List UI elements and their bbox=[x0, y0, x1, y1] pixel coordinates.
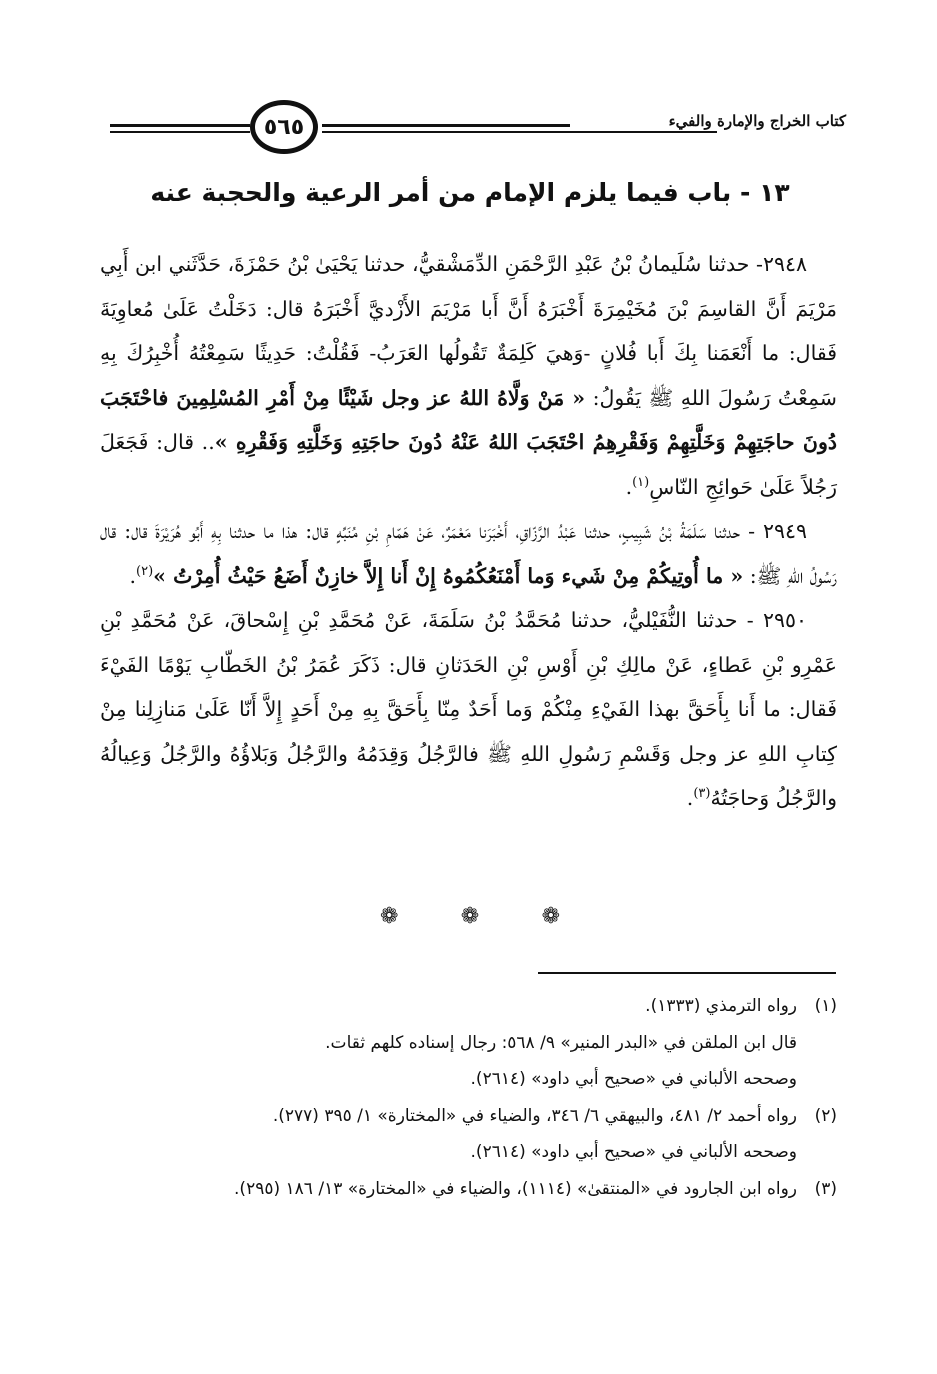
footnote-2 bbox=[100, 1098, 837, 1171]
hadith-2948 bbox=[100, 242, 837, 509]
chapter-title: ١٣ - باب فيما يلزم الإمام من أمر الرعية والحجبة عنه bbox=[150, 178, 790, 207]
hadith-2949 bbox=[100, 509, 837, 598]
hadith-end: . bbox=[625, 474, 633, 499]
footnote-number: (٢) bbox=[814, 1105, 837, 1126]
footnote-number: (٣) bbox=[814, 1178, 837, 1199]
footnote-line: قال ابن الملقن في «البدر المنير» ٩/ ٥٦٨: رجال إسناده كلهم ثقات. bbox=[325, 1032, 797, 1053]
footnote-ref[interactable]: (٣) bbox=[693, 786, 711, 802]
page-number: ٥٦٥ bbox=[250, 100, 318, 154]
hadith-tail: .. قال: فَجَعَلَ رَجُلاً عَلَىٰ حَوائِجِ النّاسِ bbox=[100, 430, 837, 499]
hadith-end: . bbox=[686, 786, 694, 810]
footnote-ref[interactable]: (١) bbox=[632, 474, 650, 490]
hadith-quote: « مَنْ وَلَّاهُ اللهُ عز وجل شَيْئًا مِنْ أَمْرِ المُسْلِمِينَ فاحْتَجَبَ دُونَ حاجَتِهِمْ وَخَلَّتِهِمْ وَفَقْرِهِمُ احْتَجَبَ اللهُ عَنْهُ دُونَ حاجَتِهِ وَخَلَّتِهِ وَفَقْرِهِ » bbox=[100, 385, 837, 454]
header-rule-left bbox=[110, 124, 250, 127]
star-icon: ❁ bbox=[380, 904, 399, 929]
body-text bbox=[100, 242, 837, 821]
hadith-text: ٢٩٤٨- حدثنا سُلَيمانُ بْنُ عَبْدِ الرَّحْمَنِ الدِّمَشْقيُّ، حدثنا يَحْيَىٰ بْنُ حَمْزَةَ، حَدَّثَني ابن أَبِي مَرْيَمَ أَنَّ القاسِمَ بْنَ مُخَيْمِرَةَ أَخْبَرَهُ أَنَّ أَبا مَرْيَمَ الأَزْديَّ أَخْبَرَهُ قال: دَخَلْتُ عَلَىٰ مُعاوِيَةَ فَقال: ما أَنْعَمَنا بِكَ أَبا فُلانٍ -وَهيَ كَلِمَةٌ تَقُولُها العَرَبُ- فَقُلْتُ: حَدِيثًا سَمِعْتُهُ أُخْبِرُكَ بِهِ سَمِعْتُ رَسُولَ اللهِ ﷺ يَقُولُ: bbox=[100, 252, 837, 410]
hadith-text: ٢٩٤٩ - حدثنا سَلَمَةُ بْنُ شَبِيبٍ، حدثنا عَبْدُ الرَّزّاقِ، أَخْبَرَنا مَعْمَرٌ، عَنْ هَمّامِ بْنِ مُنَبِّهٍ قال: هذا ما حدثنا بِهِ أَبُو هُرَيْرَةَ قال: قال رَسُولُ اللهِ ﷺ: bbox=[100, 519, 837, 588]
footnote-1 bbox=[100, 988, 837, 1098]
footnote-3 bbox=[100, 1171, 837, 1208]
footnote-line: رواه ابن الجارود في «المنتقىٰ» (١١١٤)، والضياء في «المختارة» ١٣/ ١٨٦ (٢٩٥). bbox=[234, 1178, 797, 1199]
running-header bbox=[100, 98, 846, 162]
header-rule-right-thin bbox=[322, 131, 717, 133]
footnotes bbox=[100, 988, 837, 1207]
footnote-separator bbox=[538, 972, 836, 974]
book-title: كتاب الخراج والإمارة والفيء bbox=[570, 112, 846, 130]
star-icon: ❁ bbox=[541, 904, 560, 929]
header-rule-left-thin bbox=[110, 131, 250, 133]
hadith-quote: « ما أُوتِيكُمْ مِنْ شَيء وَما أَمْنَعُكُمُوهُ إِنْ أَنا إِلاَّ خازِنٌ أَضَعُ حَيْثُ أُمِرْتُ » bbox=[153, 563, 744, 588]
footnote-line: رواه الترمذي (١٣٣٣). bbox=[645, 996, 797, 1016]
footnote-line: رواه أحمد ٢/ ٤٨١، والبيهقي ٦/ ٣٤٦، والضياء في «المختارة» ١/ ٣٩٥ (٢٧٧). bbox=[272, 1105, 797, 1126]
footnote-ref[interactable]: (٢) bbox=[136, 563, 154, 579]
hadith-end: . bbox=[129, 563, 137, 588]
footnote-line: وصححه الألباني في «صحيح أبي داود» (٢٦١٤). bbox=[470, 1142, 797, 1162]
footnote-line: وصححه الألباني في «صحيح أبي داود» (٢٦١٤). bbox=[470, 1069, 797, 1089]
footnote-number: (١) bbox=[814, 996, 837, 1016]
hadith-2950 bbox=[100, 598, 837, 821]
section-separator bbox=[380, 904, 560, 929]
hadith-text: ٢٩٥٠ - حدثنا النُّفَيْليُّ، حدثنا مُحَمَّدُ بْنُ سَلَمَةَ، عَنْ مُحَمَّدِ بْنِ إِسْحاقَ، عَنْ مُحَمَّدِ بْنِ عَمْرِو بْنِ عَطاءٍ، عَنْ مالِكِ بْنِ أَوْسِ بْنِ الحَدَثانِ قال: ذَكَرَ عُمَرُ بْنُ الخَطّابِ يَوْمًا الفَيْءَ فَقال: ما أَنا بِأَحَقَّ بهذا الفَيْءِ مِنْكُمْ وَما أَحَدٌ مِنّا بِأَحَقَّ بِهِ مِنْ أَحَدٍ إِلاَّ أَنّا عَلَىٰ مَنازِلِنا مِنْ كِتابِ اللهِ عز وجل وَقَسْمِ رَسُولِ اللهِ ﷺ فالرَّجُلُ وَقِدَمُهُ والرَّجُلُ وَبَلاؤُهُ والرَّجُلُ وَعِيالُهُ والرَّجُلُ وَحاجَتُهُ bbox=[100, 608, 837, 810]
star-icon: ❁ bbox=[460, 904, 480, 929]
